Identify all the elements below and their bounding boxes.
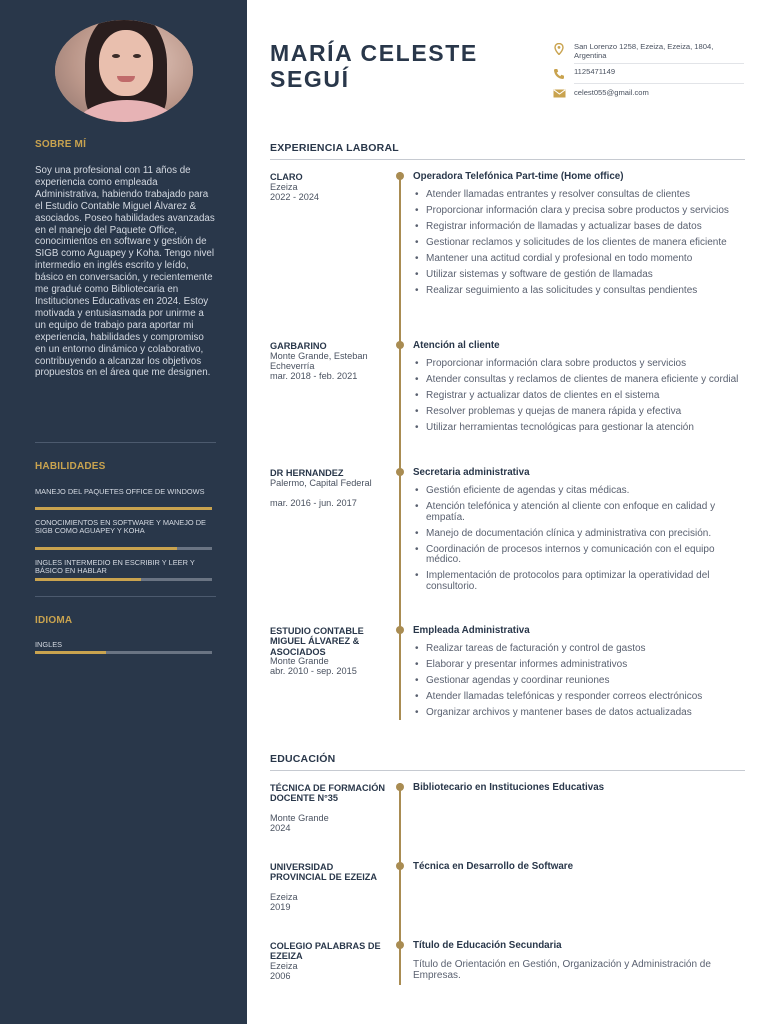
duty-item: • Gestionar reclamos y solicitudes de los clientes de manera eficiente <box>413 238 745 249</box>
envelope-icon <box>552 89 566 101</box>
skill-bar <box>35 507 212 510</box>
email-text[interactable]: celest055@gmail.com <box>574 88 649 97</box>
duty-item: • Registrar y actualizar datos de clientes en el sistema <box>413 391 745 402</box>
job-duties <box>413 190 745 302</box>
timeline-dot <box>396 341 404 349</box>
job-title: Secretaria administrativa <box>413 467 530 478</box>
about-text: Soy una profesional con 11 años de experiencia como empleada Administrativa, habiendo trabajado para el Estudio Contable Miguel Álvarez & asociados. Poseo habilidades avanzadas en el manejo del Paquete Office, conocimientos en software y gestión de SIGB como Aguapey y Koha. Tengo nivel intermedio en inglés escrito y leído, básico en conversación, y recientemente me gradué como Bibliotecaria en Instituciones Educativas en 2024. Estoy motivada y entusiasmada por unirme a un equipo de trabajo para aportar mi experiencia, habilidades y compromiso en un entorno dinámico y colaborativo, contribuyendo a alcanzar los objetivos propuestos en el área que me designen. <box>35 165 215 379</box>
duty-item: • Implementación de protocolos para optimizar la operatividad del consultorio. <box>413 571 745 592</box>
employer-name: GARBARINO <box>270 341 327 351</box>
employer-name: ESTUDIO CONTABLE MIGUEL ÁLVAREZ & ASOCIADOS <box>270 626 364 657</box>
section-rule <box>270 770 745 771</box>
skill-bar <box>35 578 212 581</box>
duty-item: • Atención telefónica y atención al cliente con enfoque en calidad y empatía. <box>413 502 745 523</box>
timeline-dot <box>396 468 404 476</box>
skill-label: INGLES INTERMEDIO EN ESCRIBIR Y LEER Y BÁSICO EN HABLAR <box>35 558 195 576</box>
language-label: INGLES <box>35 640 63 649</box>
duty-item: • Realizar tareas de facturación y control de gastos <box>413 644 745 655</box>
divider <box>574 63 744 64</box>
duty-item: • Gestionar agendas y coordinar reuniones <box>413 676 745 687</box>
duty-item: • Coordinación de procesos internos y comunicación con el equipo médico. <box>413 545 745 566</box>
name-line-2: SEGUÍ <box>270 66 350 92</box>
duty-item: • Mantener una actitud cordial y profesional en todo momento <box>413 254 745 265</box>
skill-bar <box>35 547 212 550</box>
graduation-year: 2006 <box>270 971 291 981</box>
employment-dates: abr. 2010 - sep. 2015 <box>270 666 357 676</box>
job-duties <box>413 644 745 724</box>
location-pin-icon <box>552 43 566 55</box>
duty-item: • Realizar seguimiento a las solicitudes y consultas pendientes <box>413 286 745 297</box>
duty-item: • Organizar archivos y mantener bases de datos actualizadas <box>413 708 745 719</box>
duty-item: • Elaborar y presentar informes administrativos <box>413 660 745 671</box>
employment-dates: mar. 2016 - jun. 2017 <box>270 498 357 508</box>
graduation-year: 2024 <box>270 823 291 833</box>
education-timeline <box>399 783 401 985</box>
employer-location: Ezeiza <box>270 182 298 192</box>
experience-heading: EXPERIENCIA LABORAL <box>270 142 399 154</box>
degree-title: Bibliotecario en Instituciones Educativas <box>413 782 605 793</box>
job-title: Atención al cliente <box>413 340 500 351</box>
job-duties <box>413 486 745 598</box>
skill-label: MANEJO DEL PAQUETES OFFICE DE WINDOWS <box>35 487 205 496</box>
duty-item: • Proporcionar información clara sobre productos y servicios <box>413 359 745 370</box>
degree-title: Técnica en Desarrollo de Software <box>413 861 574 872</box>
institution-name: UNIVERSIDAD PROVINCIAL DE EZEIZA <box>270 862 378 883</box>
employment-dates: mar. 2018 - feb. 2021 <box>270 371 358 381</box>
timeline-dot <box>396 862 404 870</box>
divider <box>35 596 216 597</box>
employer-location: Monte Grande, Esteban Echeverría <box>270 351 368 372</box>
duty-item: • Registrar información de llamadas y actualizar bases de datos <box>413 222 745 233</box>
institution-location: Monte Grande <box>270 813 329 823</box>
full-name <box>270 40 478 92</box>
duty-item: • Atender consultas y reclamos de clientes de manera eficiente y cordial <box>413 375 745 386</box>
divider <box>35 442 216 443</box>
divider <box>574 83 744 84</box>
language-heading: IDIOMA <box>35 615 73 626</box>
duty-item: • Utilizar herramientas tecnológicas para gestionar la atención <box>413 423 745 434</box>
profile-photo <box>55 20 193 122</box>
phone-text: 1125471149 <box>574 67 616 76</box>
skill-label: CONOCIMIENTOS EN SOFTWARE Y MANEJO DE SIGB COMO AGUAPEY Y KOHA <box>35 518 206 536</box>
education-heading: EDUCACIÓN <box>270 753 336 765</box>
duty-item: • Manejo de documentación clínica y administrativa con precisión. <box>413 529 745 540</box>
graduation-year: 2019 <box>270 902 291 912</box>
degree-detail: Título de Orientación en Gestión, Organización y Administración de Empresas. <box>413 959 711 981</box>
employment-dates: 2022 - 2024 <box>270 192 320 202</box>
about-heading: SOBRE MÍ <box>35 139 87 150</box>
institution-name: COLEGIO PALABRAS DE EZEIZA <box>270 941 381 962</box>
sidebar <box>0 0 247 1024</box>
duty-item: • Utilizar sistemas y software de gestión de llamadas <box>413 270 745 281</box>
job-duties <box>413 359 745 439</box>
section-rule <box>270 159 745 160</box>
employer-name: DR HERNANDEZ <box>270 468 344 478</box>
job-title: Empleada Administrativa <box>413 625 530 636</box>
employer-location: Palermo, Capital Federal <box>270 478 372 488</box>
duty-item: • Resolver problemas y quejas de manera rápida y efectiva <box>413 407 745 418</box>
institution-name: TÉCNICA DE FORMACIÓN DOCENTE N°35 <box>270 783 386 804</box>
employer-name: CLARO <box>270 172 303 182</box>
duty-item: • Proporcionar información clara y precisa sobre productos y servicios <box>413 206 745 217</box>
address-text: San Lorenzo 1258, Ezeiza, Ezeiza, 1804, Argentina <box>574 42 714 60</box>
employer-location: Monte Grande <box>270 656 329 666</box>
duty-item: • Atender llamadas entrantes y resolver consultas de clientes <box>413 190 745 201</box>
timeline-dot <box>396 172 404 180</box>
name-line-1: MARÍA CELESTE <box>270 40 478 66</box>
institution-location: Ezeiza <box>270 961 298 971</box>
degree-title: Título de Educación Secundaria <box>413 940 562 951</box>
job-title: Operadora Telefónica Part-time (Home office) <box>413 171 624 182</box>
phone-icon <box>552 68 566 80</box>
timeline-dot <box>396 941 404 949</box>
skills-heading: HABILIDADES <box>35 461 106 472</box>
experience-timeline <box>399 172 401 720</box>
timeline-dot <box>396 783 404 791</box>
duty-item: • Gestión eficiente de agendas y citas médicas. <box>413 486 745 497</box>
timeline-dot <box>396 626 404 634</box>
duty-item: • Atender llamadas telefónicas y responder correos electrónicos <box>413 692 745 703</box>
language-bar <box>35 651 212 654</box>
institution-location: Ezeiza <box>270 892 298 902</box>
